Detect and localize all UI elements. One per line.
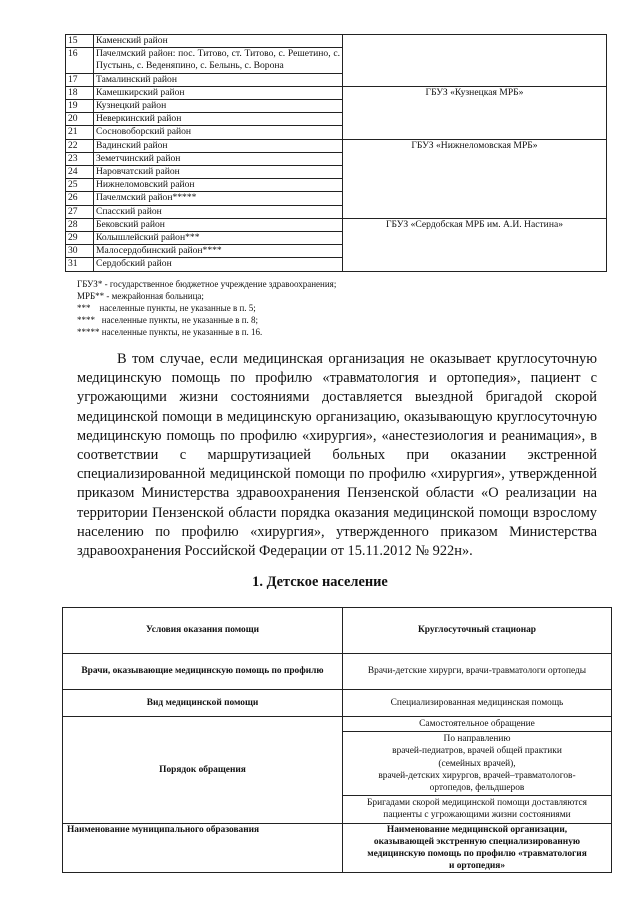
- row-number: 31: [66, 258, 94, 271]
- organization-header: [343, 823, 612, 873]
- table-row: [66, 139, 607, 152]
- procedure-ambulance-line: пациенты с угрожающими жизни состояниями: [383, 810, 571, 821]
- footnote: *** населенные пункты, не указанные в п. 5;: [77, 303, 256, 313]
- procedure-self: Самостоятельное обращение: [343, 717, 612, 732]
- row-number: 19: [66, 100, 94, 113]
- organization-header-line: оказывающей экстренную специализированную: [373, 836, 581, 847]
- hospital-kuznetsk: ГБУЗ «Кузнецкая МРБ»: [343, 86, 607, 139]
- table-row: [63, 654, 612, 690]
- district-name: Сосновоборский район: [94, 126, 343, 139]
- doctors-value: Врачи-детские хирурги, врачи-травматологи ортопеды: [343, 654, 612, 690]
- row-number: 25: [66, 179, 94, 192]
- conditions-value: Круглосуточный стационар: [343, 608, 612, 654]
- footnote: МРБ** - межрайонная больница;: [77, 291, 204, 301]
- procedure-referral-line: врачей-детских хирургов, врачей–травматологов-: [378, 770, 576, 781]
- hospital-cell-empty: [343, 35, 607, 87]
- procedure-referral-line: ортопедов, фельдшеров: [429, 783, 525, 794]
- district-name: Вадинский район: [94, 139, 343, 152]
- district-name: Наровчатский район: [94, 166, 343, 179]
- row-number: 21: [66, 126, 94, 139]
- row-number: 18: [66, 86, 94, 99]
- footnote: ГБУЗ* - государственное бюджетное учреждение здравоохранения;: [77, 279, 337, 289]
- table-row: [66, 86, 607, 99]
- footnote: **** населенные пункты, не указанные в п. 8;: [77, 315, 259, 325]
- table-row: [66, 218, 607, 231]
- body-paragraph: В том случае, если медицинская организация не оказывает круглосуточную медицинскую помощь по профилю «травматология и ортопедия», пациент с угрожающими жизни состояниями доставляется выездной бригадой скорой медицинской помощи в медицинскую организацию, оказывающую круглосуточную медицинскую помощь по профилю «хирургия», «анестезиология и реанимация», в соответствии с маршрутизацией больных при оказании экстренной специализированной медицинской помощи по профилю «хирургия», утвержденной приказом Министерства здравоохранения Пензенской области «О реализации на территории Пензенской области порядка оказания медицинской помощи взрослому населению по профилю «хирургия», утвержденного приказом Министерства здравоохранения Российской Федерации от 15.11.2012 № 922н».: [77, 351, 597, 560]
- care-type-label: Вид медицинской помощи: [63, 690, 343, 717]
- row-number: 30: [66, 245, 94, 258]
- district-name: Каменский район: [94, 35, 343, 48]
- row-number: 24: [66, 166, 94, 179]
- procedure-referral-line: По направлению: [443, 734, 511, 745]
- district-name: Земетчинский район: [94, 152, 343, 165]
- procedure-ambulance: [343, 796, 612, 823]
- section-heading: 1. Детское население: [252, 574, 388, 590]
- table-row: [66, 35, 607, 48]
- procedure-referral-line: (семейных врачей),: [438, 758, 516, 769]
- care-type-value: Специализированная медицинская помощь: [343, 690, 612, 717]
- district-name: Камешкирский район: [94, 86, 343, 99]
- district-name: Кузнецкий район: [94, 100, 343, 113]
- procedure-referral: [343, 732, 612, 796]
- table-row: [63, 690, 612, 717]
- care-table: [62, 607, 612, 873]
- organization-header-line: и ортопедия»: [448, 861, 506, 872]
- footnotes: [77, 278, 336, 338]
- conditions-label: Условия оказания помощи: [63, 608, 343, 654]
- procedure-label: Порядок обращения: [63, 717, 343, 824]
- district-name: Бековский район: [94, 218, 343, 231]
- district-table: [65, 34, 607, 272]
- row-number: 22: [66, 139, 94, 152]
- procedure-ambulance-line: Бригадами скорой медицинской помощи доставляются: [367, 798, 587, 809]
- hospital-nizhnelomov: ГБУЗ «Нижнеломовская МРБ»: [343, 139, 607, 218]
- row-number: 26: [66, 192, 94, 205]
- row-number: 16: [66, 48, 94, 73]
- district-name: Сердобский район: [94, 258, 343, 271]
- doctors-label: Врачи, оказывающие медицинскую помощь по профилю: [63, 654, 343, 690]
- row-number: 28: [66, 218, 94, 231]
- district-name: Малосердобинский район****: [94, 245, 343, 258]
- district-name: Пачелмский район: пос. Титово, ст. Титово, с. Решетино, с. Пустынь, с. Веденяпино, с. Белынь, с. Ворона: [94, 48, 343, 73]
- table-row: [63, 717, 612, 732]
- district-name: Нижнеломовский район: [94, 179, 343, 192]
- table-row: [63, 608, 612, 654]
- row-number: 17: [66, 73, 94, 86]
- district-name: Неверкинский район: [94, 113, 343, 126]
- procedure-referral-line: врачей-педиатров, врачей общей практики: [392, 746, 562, 757]
- row-number: 27: [66, 205, 94, 218]
- hospital-serdobsk: ГБУЗ «Сердобская МРБ им. А.И. Настина»: [343, 218, 607, 271]
- row-number: 20: [66, 113, 94, 126]
- district-name: Спасский район: [94, 205, 343, 218]
- district-name: Тамалинский район: [94, 73, 343, 86]
- table-row: [63, 823, 612, 873]
- row-number: 23: [66, 152, 94, 165]
- footnote: ***** населенные пункты, не указанные в п. 16.: [77, 327, 263, 337]
- municipality-label: Наименование муниципального образования: [63, 823, 343, 873]
- organization-header-line: медицинскую помощь по профилю «травматология: [367, 849, 587, 860]
- organization-header-line: Наименование медицинской организации,: [386, 824, 568, 835]
- row-number: 29: [66, 232, 94, 245]
- district-name: Пачелмский район*****: [94, 192, 343, 205]
- district-name: Колышлейский район***: [94, 232, 343, 245]
- row-number: 15: [66, 35, 94, 48]
